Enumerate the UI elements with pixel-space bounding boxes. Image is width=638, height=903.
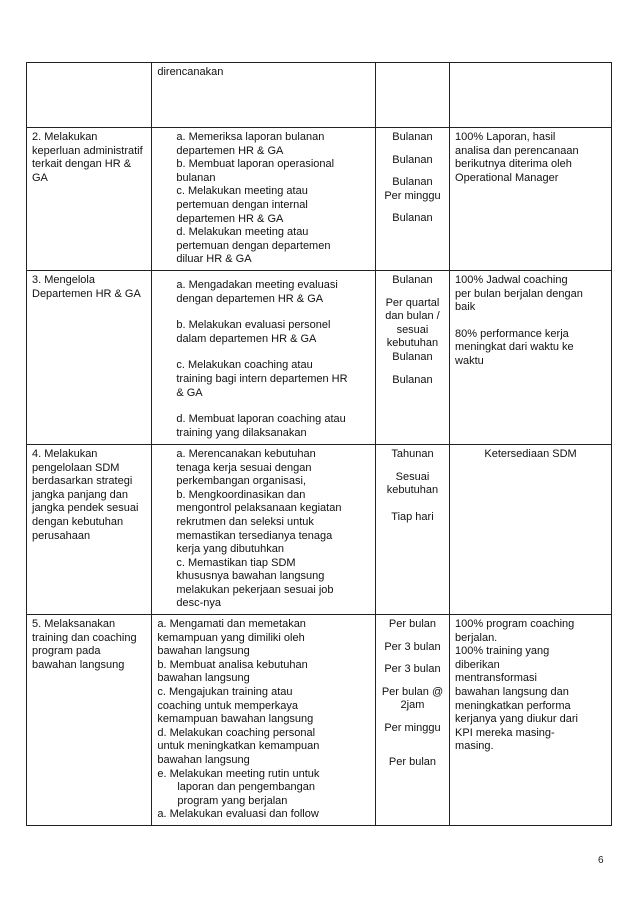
table-row bbox=[27, 615, 612, 826]
cell-duty: 5. Melaksanakan training dan coaching program pada bawahan langsung bbox=[27, 615, 152, 826]
cell-target: Ketersediaan SDM bbox=[450, 444, 612, 614]
cell-frequency: Bulanan Bulanan Bulanan Per minggu Bulanan bbox=[375, 128, 449, 271]
cell-activity: a. Merencanakan kebutuhan tenaga kerja sesuai dengan perkembangan organisasi, b. Mengkoordinasikan dan mengontrol pelaksanaan kegiatan rekrutmen dan seleksi untuk memastikan tersedianya tenaga kerja yang dibutuhkan c. Memastikan tiap SDM khususnya bawahan langsung melakukan pekerjaan sesuai job desc-nya bbox=[152, 444, 376, 614]
cell-frequency: Tahunan Sesuai kebutuhan Tiap hari bbox=[375, 444, 449, 614]
table-row bbox=[27, 444, 612, 614]
cell-target: 100% Jadwal coaching per bulan berjalan dengan baik 80% performance kerja meningkat dari waktu ke waktu bbox=[450, 270, 612, 444]
cell-duty: 3. Mengelola Departemen HR & GA bbox=[27, 270, 152, 444]
cell-frequency: Per bulan Per 3 bulan Per 3 bulan Per bulan @ 2jam Per minggu Per bulan bbox=[375, 615, 449, 826]
table-row bbox=[27, 270, 612, 444]
cell-duty bbox=[27, 63, 152, 128]
page-number: 6 bbox=[598, 855, 604, 866]
cell-frequency: Bulanan Per quartal dan bulan / sesuai kebutuhan Bulanan Bulanan bbox=[375, 270, 449, 444]
table-row bbox=[27, 63, 612, 128]
cell-target bbox=[450, 63, 612, 128]
cell-duty: 2. Melakukan keperluan administratif terkait dengan HR & GA bbox=[27, 128, 152, 271]
cell-frequency bbox=[375, 63, 449, 128]
cell-activity: a. Memeriksa laporan bulanan departemen HR & GA b. Membuat laporan operasional bulanan c. Melakukan meeting atau pertemuan dengan internal departemen HR & GA d. Melakukan meeting atau pertemuan dengan departemen diluar HR & GA bbox=[152, 128, 376, 271]
cell-activity: a. Mengadakan meeting evaluasi dengan departemen HR & GA b. Melakukan evaluasi personel dalam departemen HR & GA c. Melakukan coaching atau training bagi intern departemen HR & GA d. Membuat laporan coaching atau training yang dilaksanakan bbox=[152, 270, 376, 444]
cell-activity: direncanakan bbox=[152, 63, 376, 128]
cell-target: 100% program coaching berjalan. 100% training yang diberikan mentransformasi bawahan langsung dan meningkatkan performa kerjanya yang diukur dari KPI mereka masing- masing. bbox=[450, 615, 612, 826]
cell-target: 100% Laporan, hasil analisa dan perencanaan berikutnya diterima oleh Operational Manager bbox=[450, 128, 612, 271]
job-description-table bbox=[26, 62, 612, 826]
cell-duty: 4. Melakukan pengelolaan SDM berdasarkan strategi jangka panjang dan jangka pendek sesuai dengan kebutuhan perusahaan bbox=[27, 444, 152, 614]
table-row bbox=[27, 128, 612, 271]
cell-activity: a. Mengamati dan memetakan kemampuan yang dimiliki oleh bawahan langsung b. Membuat analisa kebutuhan bawahan langsung c. Mengajukan training atau coaching untuk memperkaya kemampuan bawahan langsung d. Melakukan coaching personal untuk meningkatkan kemampuan bawahan langsung e. Melakukan meeting rutin untuk laporan dan pengembangan program yang berjalan a. Melakukan evaluasi dan follow bbox=[152, 615, 376, 826]
